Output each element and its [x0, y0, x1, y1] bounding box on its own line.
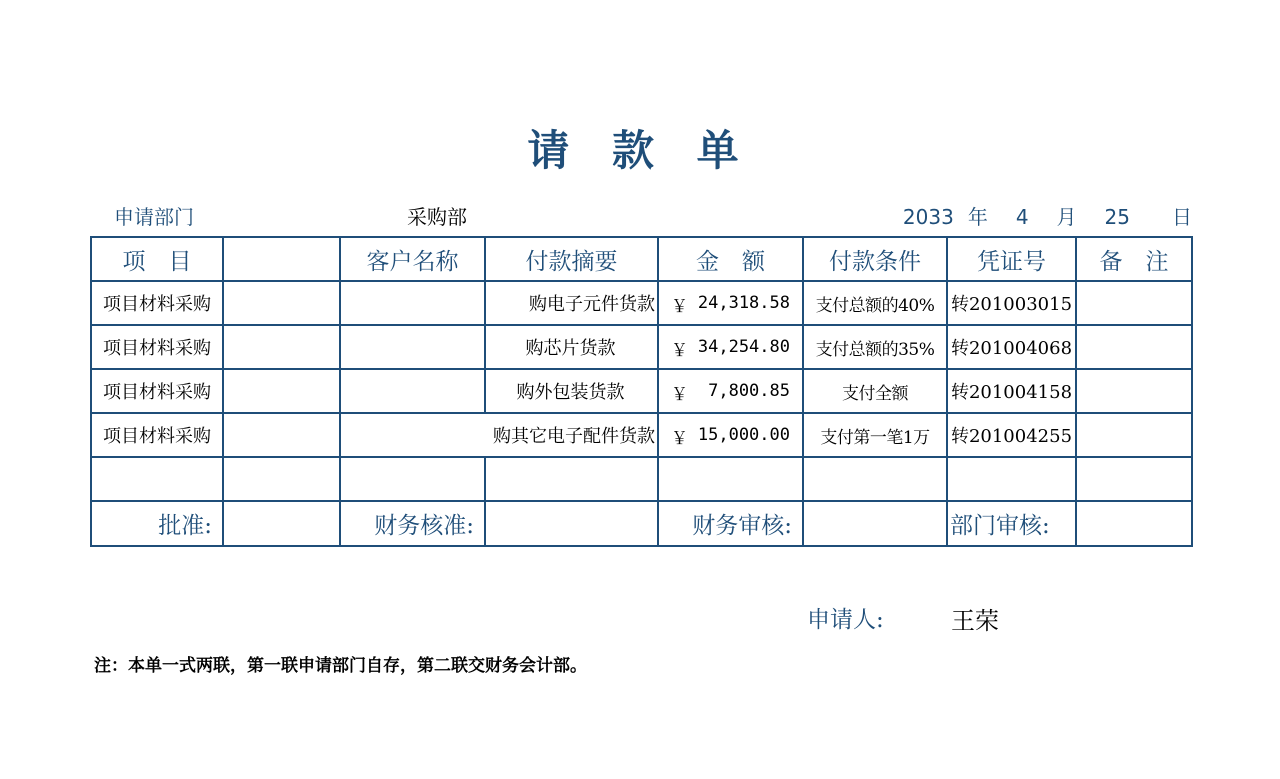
date-day-unit: 日 — [1172, 205, 1192, 229]
cell-empty — [803, 457, 947, 501]
table-row — [91, 413, 1192, 457]
cell-voucher: 转201004068 — [947, 325, 1076, 369]
finance-review-label: 财务审核: — [658, 501, 803, 546]
date-month: 4 — [1015, 205, 1029, 229]
amount-value: 7,800.85 — [708, 381, 790, 401]
cell-blank — [223, 413, 340, 457]
cell-item: 项目材料采购 — [91, 325, 223, 369]
cell-amount — [658, 281, 803, 325]
department-label: 申请部门 — [114, 205, 194, 229]
currency-symbol: ￥ — [671, 429, 688, 449]
cell-customer — [340, 281, 485, 325]
applicant-label: 申请人: — [807, 607, 884, 633]
cell-item: 项目材料采购 — [91, 369, 223, 413]
cell-remark — [1076, 325, 1192, 369]
header-customer: 客户名称 — [340, 237, 485, 281]
amount-value: 34,254.80 — [697, 337, 790, 357]
cell-empty — [223, 457, 340, 501]
form-title: 请 款 单 — [527, 126, 753, 175]
cell-empty — [485, 457, 658, 501]
table-row — [91, 281, 1192, 325]
amount-value: 24,318.58 — [697, 293, 790, 313]
date-block — [903, 201, 1192, 230]
header-voucher: 凭证号 — [947, 237, 1076, 281]
cell-remark — [1076, 281, 1192, 325]
dept-review-label: 部门审核: — [947, 501, 1076, 546]
date-month-unit: 月 — [1056, 205, 1077, 229]
cell-condition: 支付第一笔1万 — [803, 413, 947, 457]
department-value: 采购部 — [407, 205, 467, 229]
header-remark: 备 注 — [1076, 237, 1192, 281]
cell-customer — [340, 325, 485, 369]
table-row-empty — [91, 457, 1192, 501]
cell-summary: 购外包装货款 — [485, 369, 658, 413]
cell-remark — [1076, 369, 1192, 413]
cell-customer — [340, 369, 485, 413]
finance-review-field[interactable] — [803, 501, 947, 546]
cell-condition: 支付全额 — [803, 369, 947, 413]
cell-summary: 购电子元件货款 — [485, 281, 658, 325]
cell-empty — [91, 457, 223, 501]
header-item: 项 目 — [91, 237, 223, 281]
table-header-row — [91, 237, 1192, 281]
cell-condition: 支付总额的40% — [803, 281, 947, 325]
header-condition: 付款条件 — [803, 237, 947, 281]
payment-request-table — [90, 236, 1193, 547]
dept-review-field[interactable] — [1076, 501, 1192, 546]
footer-note: 注：本单一式两联，第一联申请部门自存，第二联交财务会计部。 — [94, 656, 587, 676]
header-summary: 付款摘要 — [485, 237, 658, 281]
currency-symbol: ￥ — [671, 297, 688, 317]
cell-summary: 购芯片货款 — [485, 325, 658, 369]
cell-voucher: 转201004255 — [947, 413, 1076, 457]
cell-blank — [223, 369, 340, 413]
cell-blank — [223, 281, 340, 325]
table-row — [91, 369, 1192, 413]
approve-field[interactable] — [223, 501, 340, 546]
finance-approve-label: 财务核准: — [340, 501, 485, 546]
approve-label: 批准: — [91, 501, 223, 546]
cell-amount — [658, 369, 803, 413]
cell-blank — [223, 325, 340, 369]
header-amount: 金 额 — [658, 237, 803, 281]
amount-value: 15,000.00 — [697, 425, 790, 445]
cell-empty — [1076, 457, 1192, 501]
currency-symbol: ￥ — [671, 385, 688, 405]
signature-row — [91, 501, 1192, 546]
cell-empty — [947, 457, 1076, 501]
cell-remark — [1076, 413, 1192, 457]
cell-voucher: 转201003015 — [947, 281, 1076, 325]
cell-item: 项目材料采购 — [91, 281, 223, 325]
cell-empty — [658, 457, 803, 501]
cell-summary: 购其它电子配件货款 — [340, 413, 658, 457]
applicant-name: 王荣 — [951, 607, 999, 635]
date-day: 25 — [1104, 205, 1130, 229]
date-year-unit: 年 — [967, 205, 988, 229]
cell-empty — [340, 457, 485, 501]
currency-symbol: ￥ — [671, 341, 688, 361]
cell-voucher: 转201004158 — [947, 369, 1076, 413]
cell-amount — [658, 325, 803, 369]
table-row — [91, 325, 1192, 369]
header-blank — [223, 237, 340, 281]
cell-item: 项目材料采购 — [91, 413, 223, 457]
finance-approve-field[interactable] — [485, 501, 658, 546]
cell-amount — [658, 413, 803, 457]
date-year: 2033 — [902, 205, 954, 229]
cell-condition: 支付总额的35% — [803, 325, 947, 369]
